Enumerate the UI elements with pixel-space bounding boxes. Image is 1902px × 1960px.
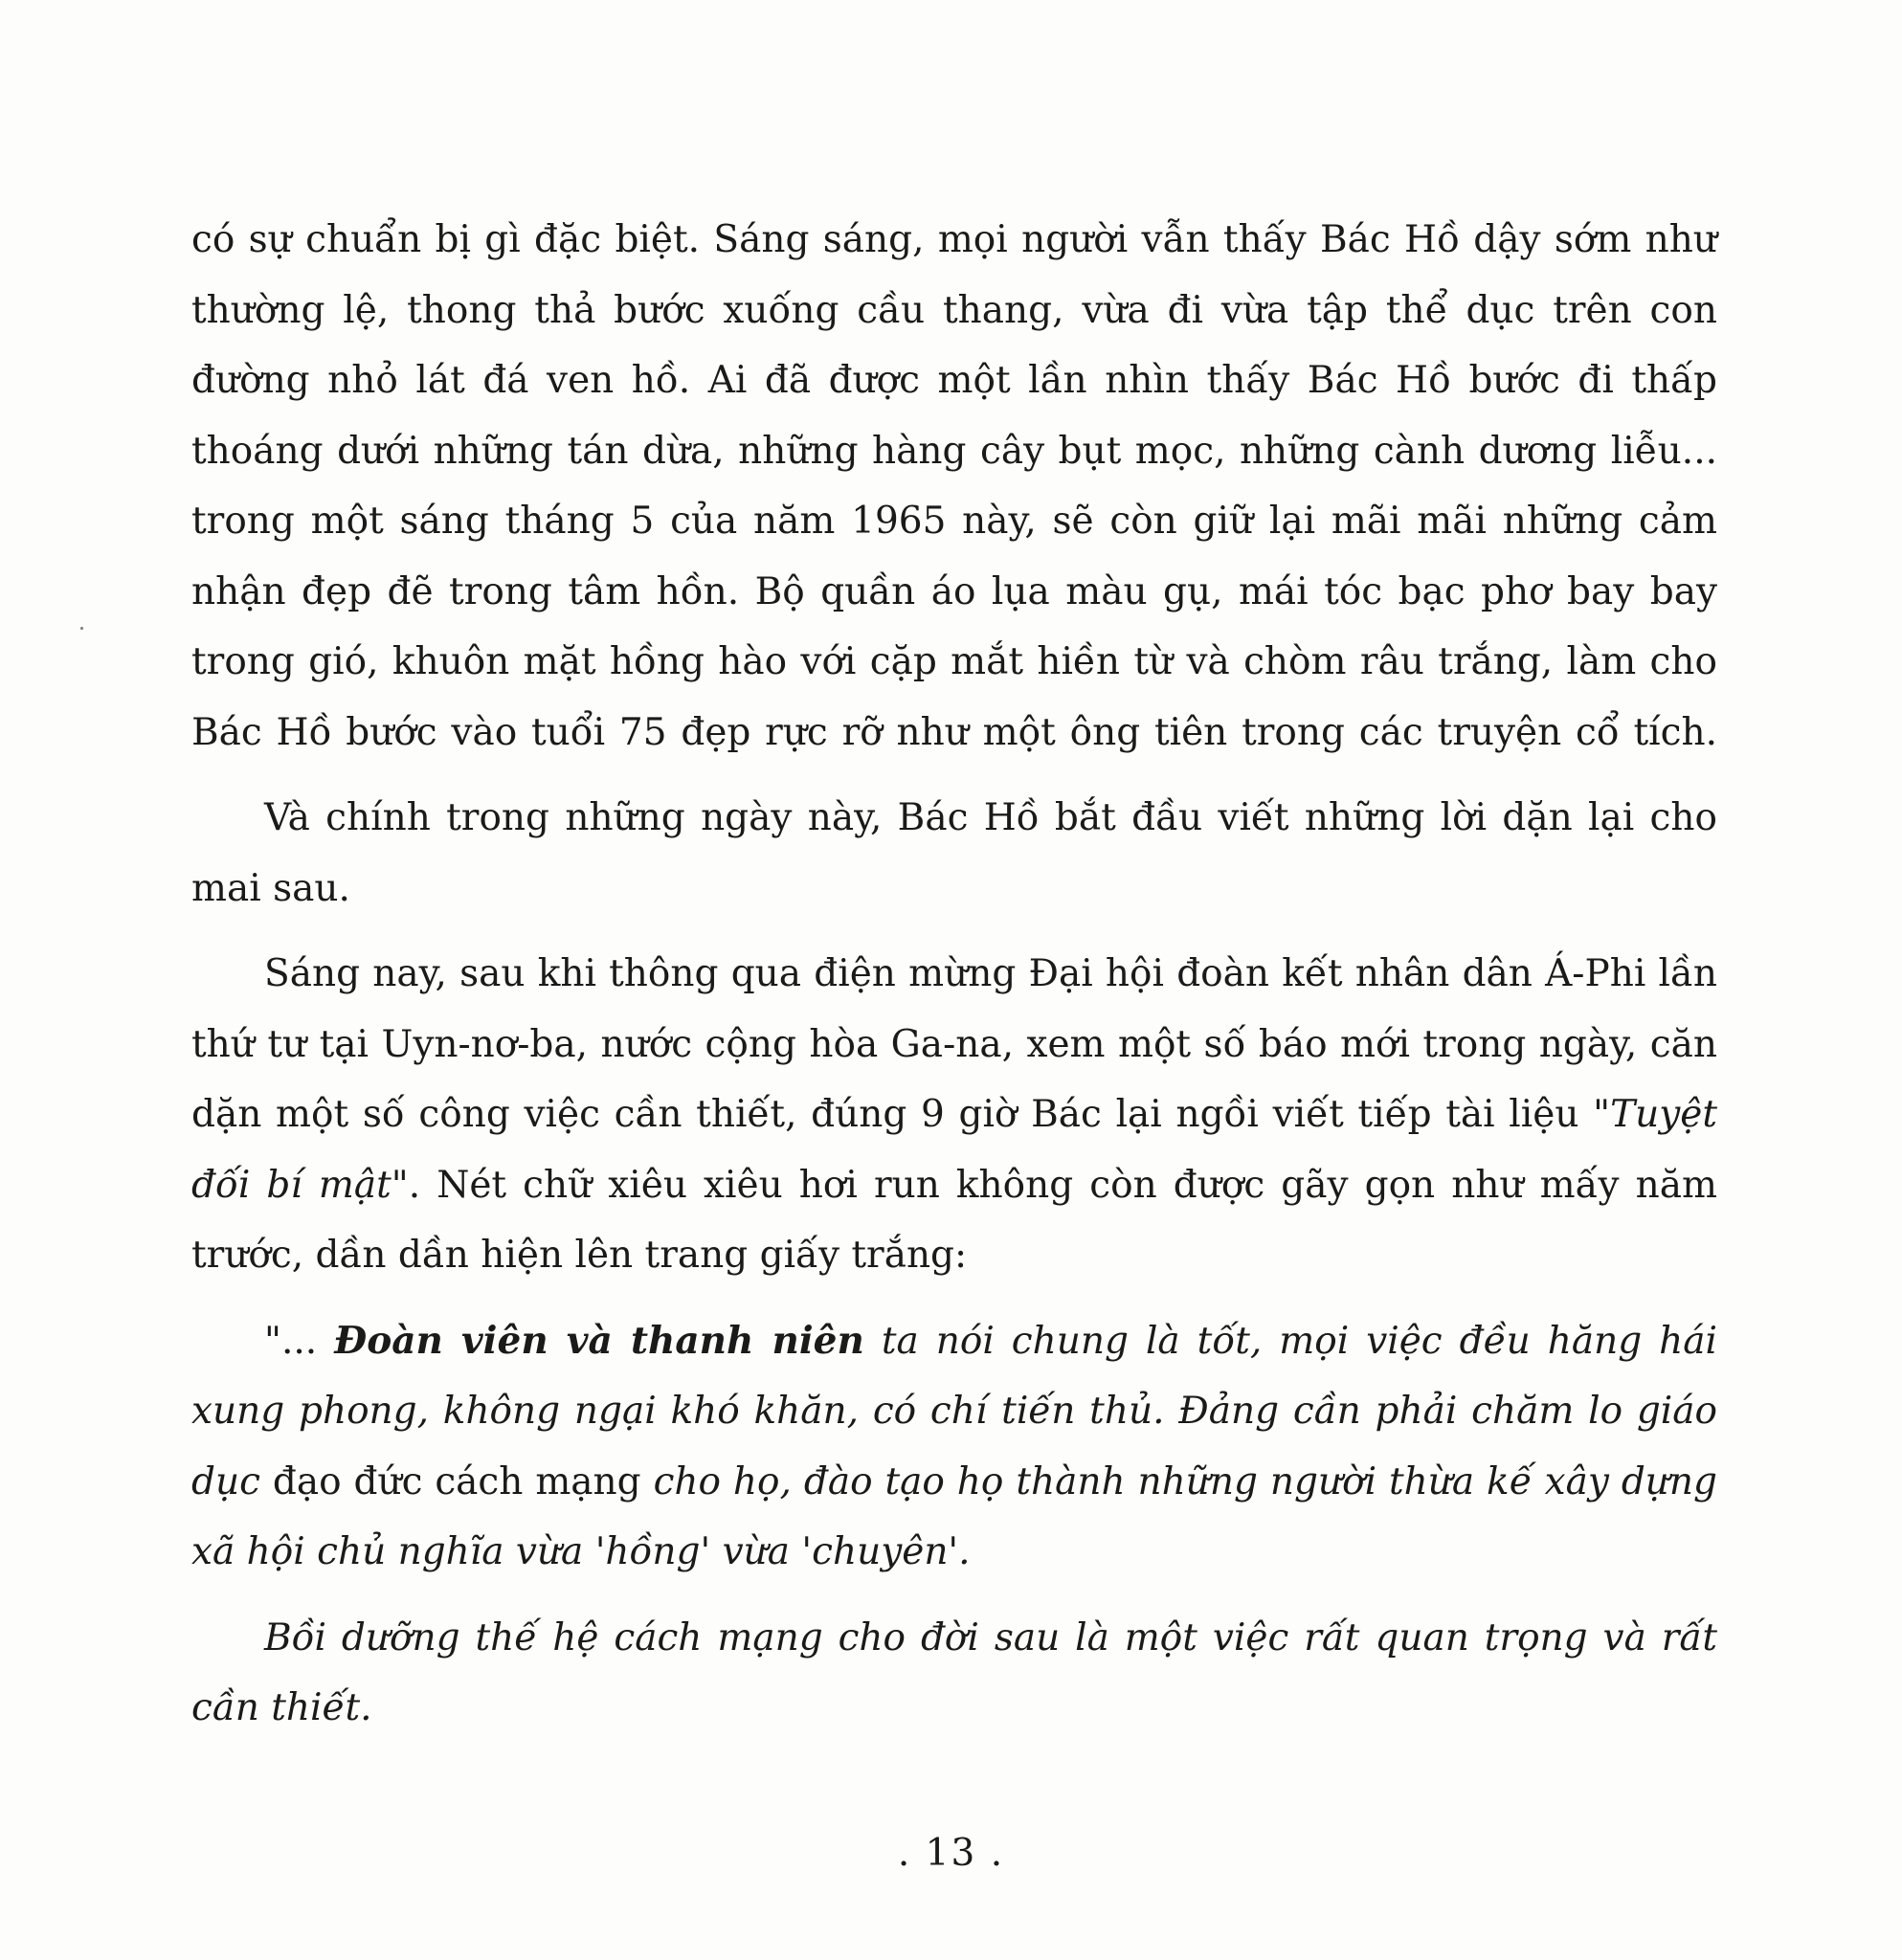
text-line: đường nhỏ lát đá ven hồ. Ai đã được một lần nhìn thấy Bác Hồ bước đi thấp xyxy=(191,359,1717,402)
text-line: cần thiết. xyxy=(191,1686,372,1729)
quote-paragraph-2 xyxy=(191,1603,1717,1744)
document-title-italic: đối bí mật xyxy=(191,1163,392,1207)
text-line: trước, dần dần hiện lên trang giấy trắng: xyxy=(191,1234,968,1277)
text-line: Và chính trong những ngày này, Bác Hồ bắt đầu viết những lời dặn lại cho xyxy=(264,796,1717,839)
document-title-italic: Tuyệt xyxy=(1610,1093,1717,1136)
quote-paragraph-1 xyxy=(191,1306,1717,1588)
text-line xyxy=(191,1080,1717,1150)
upright-phrase: đạo đức cách mạng xyxy=(259,1459,654,1503)
text-run: cho họ, đào tạo họ thành những người thừa kế xây dựng xyxy=(653,1459,1717,1503)
text-line: có sự chuẩn bị gì đặc biệt. Sáng sáng, mọi người vẫn thấy Bác Hồ dậy sớm như xyxy=(191,218,1717,261)
text-line: thường lệ, thong thả bước xuống cầu thang, vừa đi vừa tập thể dục trên con xyxy=(191,288,1717,332)
text-line: xã hội chủ nghĩa vừa 'hồng' vừa 'chuyên'. xyxy=(191,1530,971,1573)
text-line: Sáng nay, sau khi thông qua điện mừng Đại hội đoàn kết nhân dân Á-Phi lần xyxy=(264,952,1717,995)
stray-mark xyxy=(80,627,83,630)
text-run: ta nói chung là tốt, mọi việc đều hăng hái xyxy=(863,1319,1717,1363)
text-line: trong gió, khuôn mặt hồng hào với cặp mắt hiền từ và chòm râu trắng, làm cho xyxy=(191,640,1717,683)
text-line xyxy=(191,1306,1717,1377)
text-line: thứ tư tại Uyn-nơ-ba, nước cộng hòa Ga-na, xem một số báo mới trong ngày, căn xyxy=(191,1022,1717,1066)
text-run: dặn một số công việc cần thiết, đúng 9 giờ Bác lại ngồi viết tiếp tài liệu " xyxy=(191,1093,1611,1136)
paragraph-3 xyxy=(191,939,1717,1291)
text-line: Bác Hồ bước vào tuổi 75 đẹp rực rỡ như một ông tiên trong các truyện cổ tích. xyxy=(191,710,1717,754)
text-line: thoáng dưới những tán dừa, những hàng cây bụt mọc, những cành dương liễu... xyxy=(191,429,1717,473)
text-line: xung phong, không ngại khó khăn, có chí tiến thủ. Đảng cần phải chăm lo giáo xyxy=(191,1390,1717,1433)
text-line xyxy=(191,1447,1717,1518)
page-number: . 13 . xyxy=(897,1832,1005,1875)
text-run: dục xyxy=(191,1459,260,1503)
paragraph-2 xyxy=(191,783,1717,924)
paragraph-1 xyxy=(191,205,1717,768)
text-line: Bồi dưỡng thế hệ cách mạng cho đời sau là một việc rất quan trọng và rất xyxy=(264,1615,1717,1659)
bold-phrase: Đoàn viên và thanh niên xyxy=(334,1318,864,1363)
text-run: ". Nét chữ xiêu xiêu hơi run không còn được gãy gọn như mấy năm xyxy=(391,1163,1718,1207)
body-text xyxy=(191,205,1717,1744)
quote-mark: "... xyxy=(264,1319,335,1363)
text-line xyxy=(191,1150,1717,1221)
text-line: mai sau. xyxy=(191,866,350,910)
text-line: trong một sáng tháng 5 của năm 1965 này, sẽ còn giữ lại mãi mãi những cảm xyxy=(191,500,1717,543)
text-line: nhận đẹp đẽ trong tâm hồn. Bộ quần áo lụa màu gụ, mái tóc bạc phơ bay bay xyxy=(191,569,1717,613)
